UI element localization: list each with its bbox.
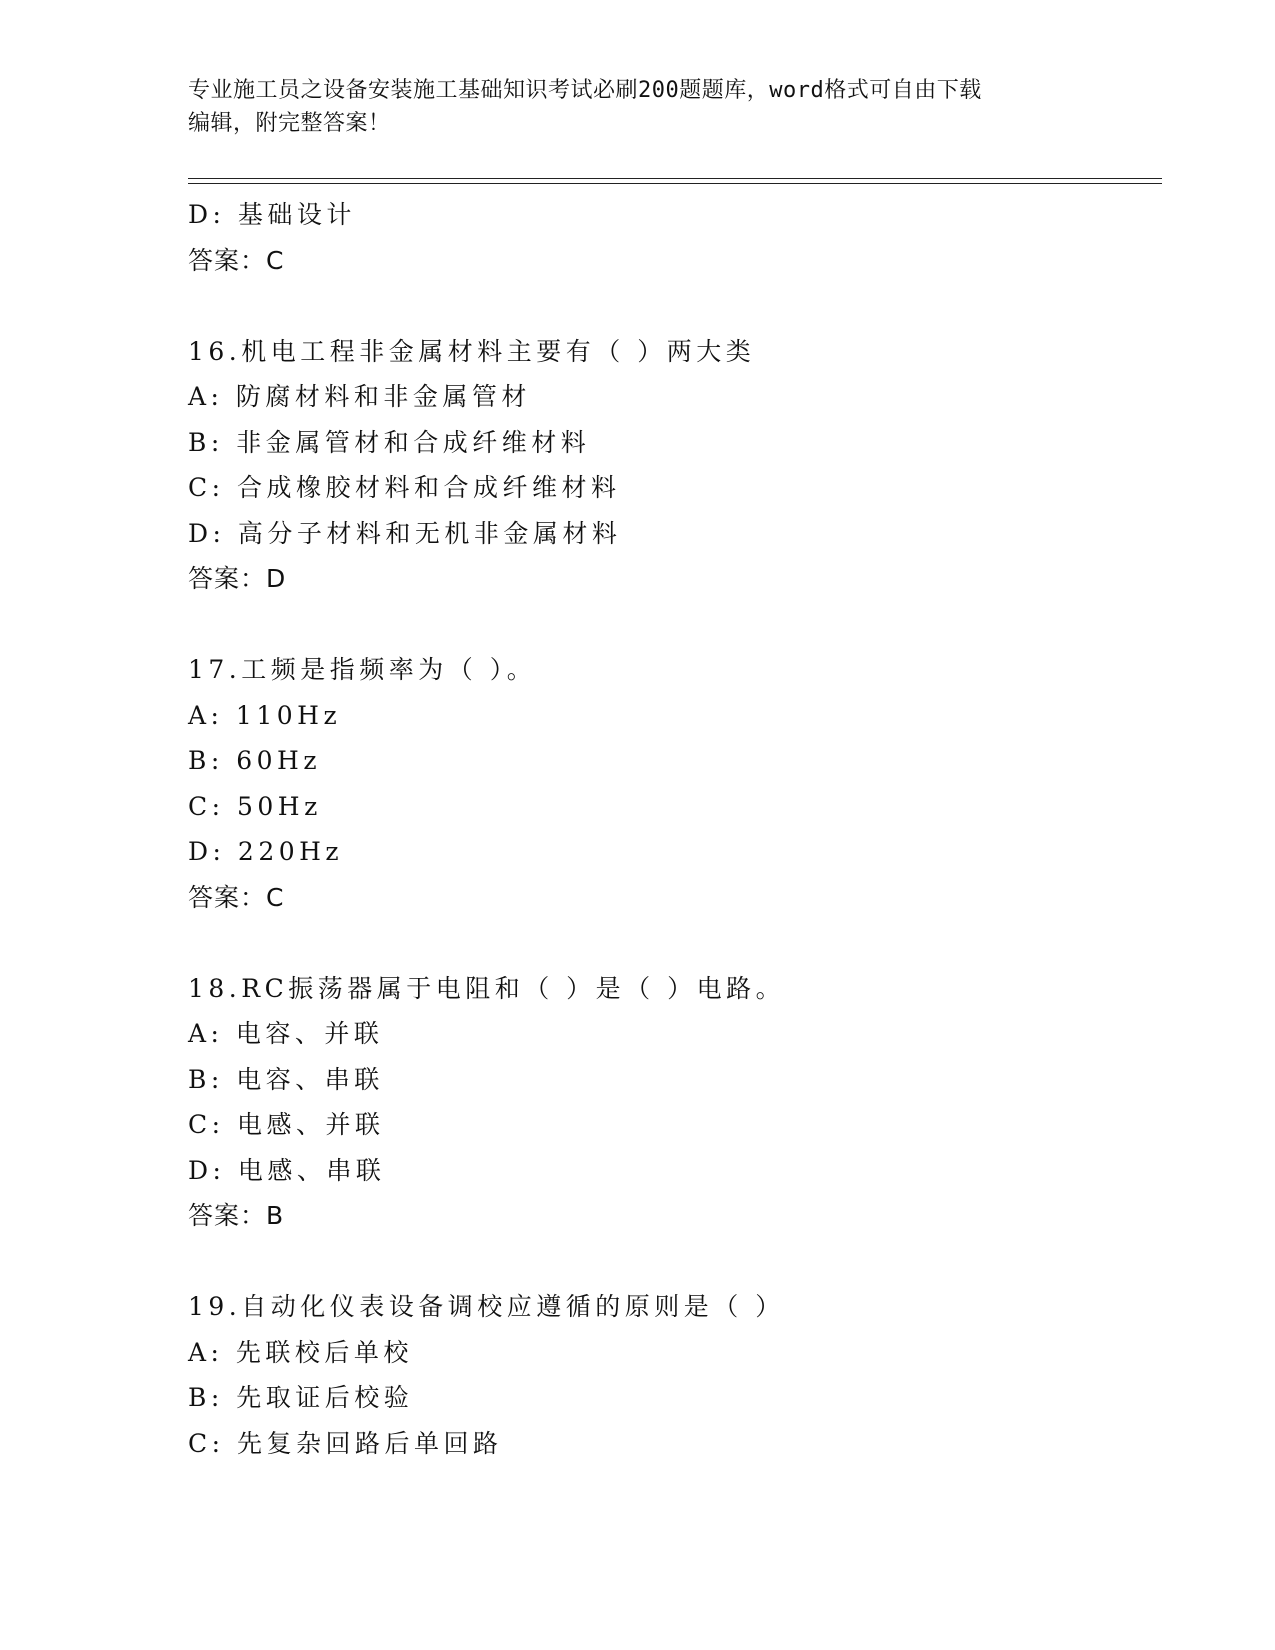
option-d: D: 电感、串联 — [188, 1155, 386, 1185]
answer: 答案：D — [188, 564, 287, 593]
question-stem: 17.工频是指频率为（ ）。 — [188, 655, 537, 684]
question-18 — [188, 966, 1168, 1239]
previous-question-answer: 答案：C — [188, 245, 285, 275]
option-a: A: 电容、并联 — [188, 1019, 384, 1048]
option-a: A: 先联校后单校 — [188, 1337, 413, 1367]
question-17 — [188, 647, 1168, 920]
document-header — [188, 74, 1068, 140]
option-d: D: 220Hz — [188, 837, 344, 866]
question-16 — [188, 329, 1168, 602]
spacer — [188, 602, 1168, 648]
option-c: C: 电感、并联 — [188, 1110, 385, 1139]
spacer — [188, 1239, 1168, 1285]
question-stem: 19.自动化仪表设备调校应遵循的原则是（ ） — [188, 1292, 785, 1321]
option-b: B: 非金属管材和合成纤维材料 — [188, 427, 591, 457]
option-b: B: 60Hz — [188, 746, 322, 775]
question-list — [188, 192, 1168, 1466]
option-b: B: 先取证后校验 — [188, 1383, 414, 1412]
option-b: B: 电容、串联 — [188, 1064, 384, 1094]
option-a: A: 防腐材料和非金属管材 — [188, 382, 531, 411]
header-title-line-2: 编辑，附完整答案！ — [188, 111, 391, 136]
option-d: D: 高分子材料和无机非金属材料 — [188, 518, 622, 548]
spacer — [188, 920, 1168, 966]
question-stem: 16.机电工程非金属材料主要有（ ）两大类 — [188, 336, 756, 366]
question-19 — [188, 1284, 1168, 1466]
question-stem: 18.RC振荡器属于电阻和（ ）是（ ）电路。 — [188, 973, 786, 1003]
header-divider-top — [188, 178, 1162, 179]
option-c: C: 50Hz — [188, 791, 322, 821]
option-c: C: 先复杂回路后单回路 — [188, 1428, 503, 1458]
previous-question-option-d: D: 基础设计 — [188, 200, 356, 229]
header-title-line-1: 专业施工员之设备安装施工基础知识考试必刷200题题库，word格式可自由下载 — [188, 78, 982, 103]
option-a: A: 110Hz — [188, 700, 342, 730]
option-c: C: 合成橡胶材料和合成纤维材料 — [188, 473, 621, 502]
spacer — [188, 283, 1168, 329]
answer: 答案：C — [188, 882, 285, 912]
answer: 答案：B — [188, 1201, 285, 1230]
header-divider-bottom — [188, 183, 1162, 184]
